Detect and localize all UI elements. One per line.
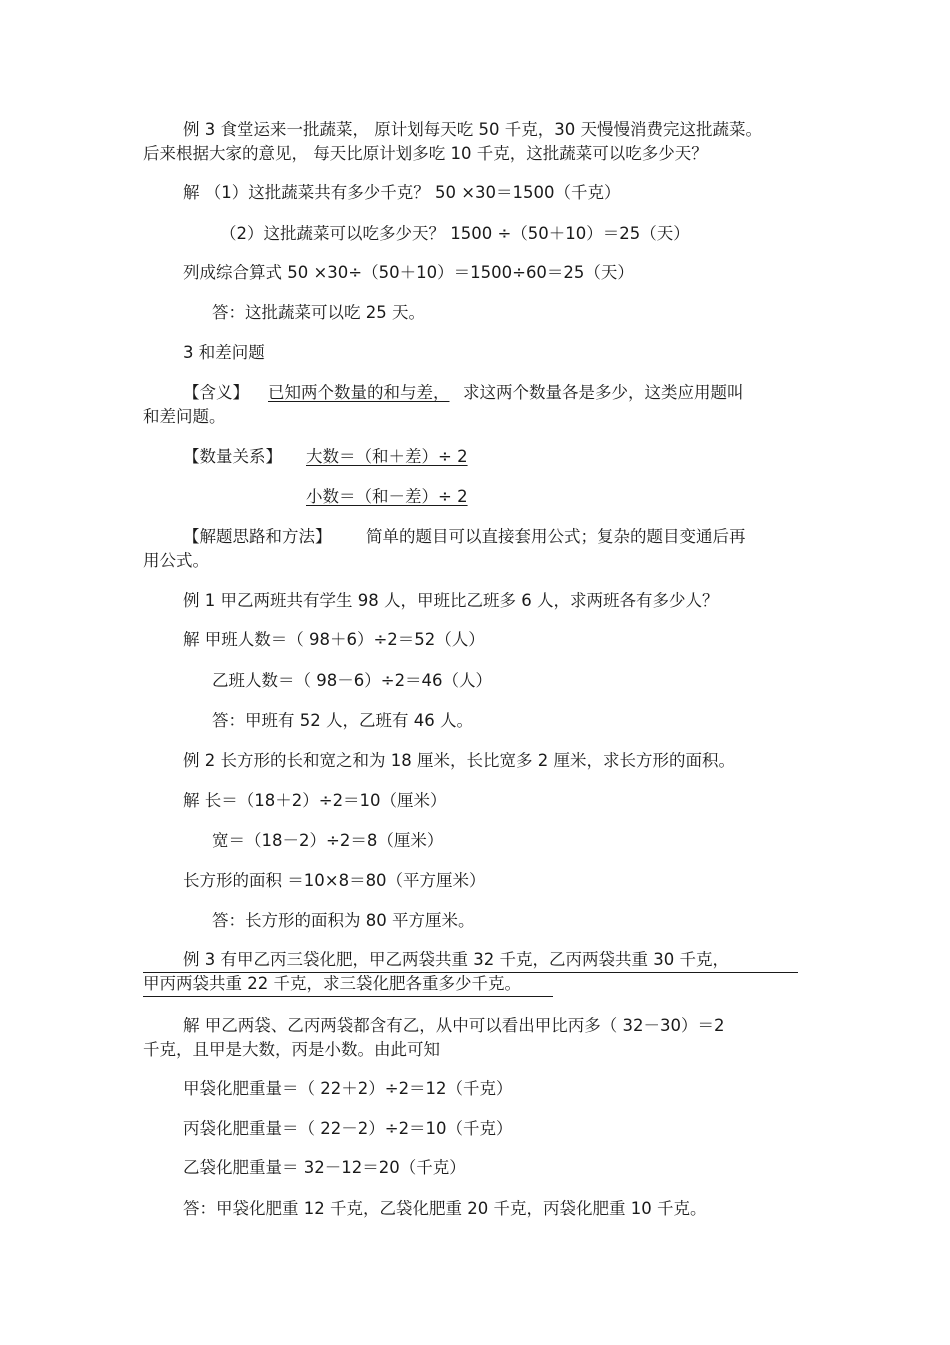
text-line: 求这两个数量各是多少，这类应用题叫 [463, 383, 744, 402]
text-line: 例 2 长方形的长和宽之和为 18 厘米，长比宽多 2 厘米，求长方形的面积。 [183, 751, 735, 770]
text-line: 例 1 甲乙两班共有学生 98 人，甲班比乙班多 6 人，求两班各有多少人？ [183, 591, 719, 610]
label-quantity-relation: 【数量关系】 [183, 447, 282, 466]
text-line: 长方形的面积 ＝10×8＝80（平方厘米） [183, 871, 486, 890]
text-line: （2）这批蔬菜可以吃多少天？ 1500 ÷（50＋10）＝25（天） [220, 224, 690, 243]
text-line: 解 （1）这批蔬菜共有多少千克？ 50 ×30＝1500（千克） [183, 183, 621, 202]
text-line: 乙班人数＝（ 98－6）÷2＝46（人） [212, 671, 493, 690]
text-line: 例 3 有甲乙丙三袋化肥，甲乙两袋共重 32 千克，乙丙两袋共重 30 千克， [183, 950, 729, 969]
text-line: 答：甲袋化肥重 12 千克，乙袋化肥重 20 千克，丙袋化肥重 10 千克。 [183, 1199, 707, 1218]
label-method: 【解题思路和方法】 [183, 527, 332, 546]
underline-rule [143, 996, 553, 997]
text-line: 乙袋化肥重量＝ 32－12＝20（千克） [183, 1158, 466, 1177]
section-heading: 3 和差问题 [183, 343, 265, 362]
text-line: 答：这批蔬菜可以吃 25 天。 [212, 303, 425, 322]
underlined-text: 已知两个数量的和与差， [268, 383, 450, 402]
text-line: 用公式。 [143, 551, 209, 570]
text-line: 答：甲班有 52 人，乙班有 46 人。 [212, 711, 473, 730]
label-meaning: 【含义】 [183, 383, 249, 402]
text-line: 千克，且甲是大数，丙是小数。由此可知 [143, 1040, 440, 1059]
text-line: 列成综合算式 50 ×30÷（50＋10）＝1500÷60＝25（天） [183, 263, 634, 282]
text-line: 甲丙两袋共重 22 千克，求三袋化肥各重多少千克。 [143, 974, 521, 993]
formula-small-number: 小数＝（和－差）÷ 2 [306, 487, 468, 506]
text-line: 甲袋化肥重量＝（ 22＋2）÷2＝12（千克） [183, 1079, 513, 1098]
text-line: 简单的题目可以直接套用公式；复杂的题目变通后再 [366, 527, 746, 546]
text-line: 宽＝（18－2）÷2＝8（厘米） [212, 831, 444, 850]
text-line: 解 长＝（18＋2）÷2＝10（厘米） [183, 791, 447, 810]
text-line: 和差问题。 [143, 407, 226, 426]
text-line: 答：长方形的面积为 80 平方厘米。 [212, 911, 475, 930]
formula-large-number: 大数＝（和＋差）÷ 2 [306, 447, 468, 466]
text-line: 丙袋化肥重量＝（ 22－2）÷2＝10（千克） [183, 1119, 513, 1138]
text-line: 后来根据大家的意见， 每天比原计划多吃 10 千克，这批蔬菜可以吃多少天？ [143, 144, 708, 163]
text-line: 解 甲班人数＝（ 98＋6）÷2＝52（人） [183, 630, 485, 649]
text-line: 例 3 食堂运来一批蔬菜， 原计划每天吃 50 千克，30 天慢慢消费完这批蔬菜。 [183, 120, 762, 139]
text-line: 解 甲乙两袋、乙丙两袋都含有乙，从中可以看出甲比丙多（ 32－30）＝2 [183, 1016, 725, 1035]
